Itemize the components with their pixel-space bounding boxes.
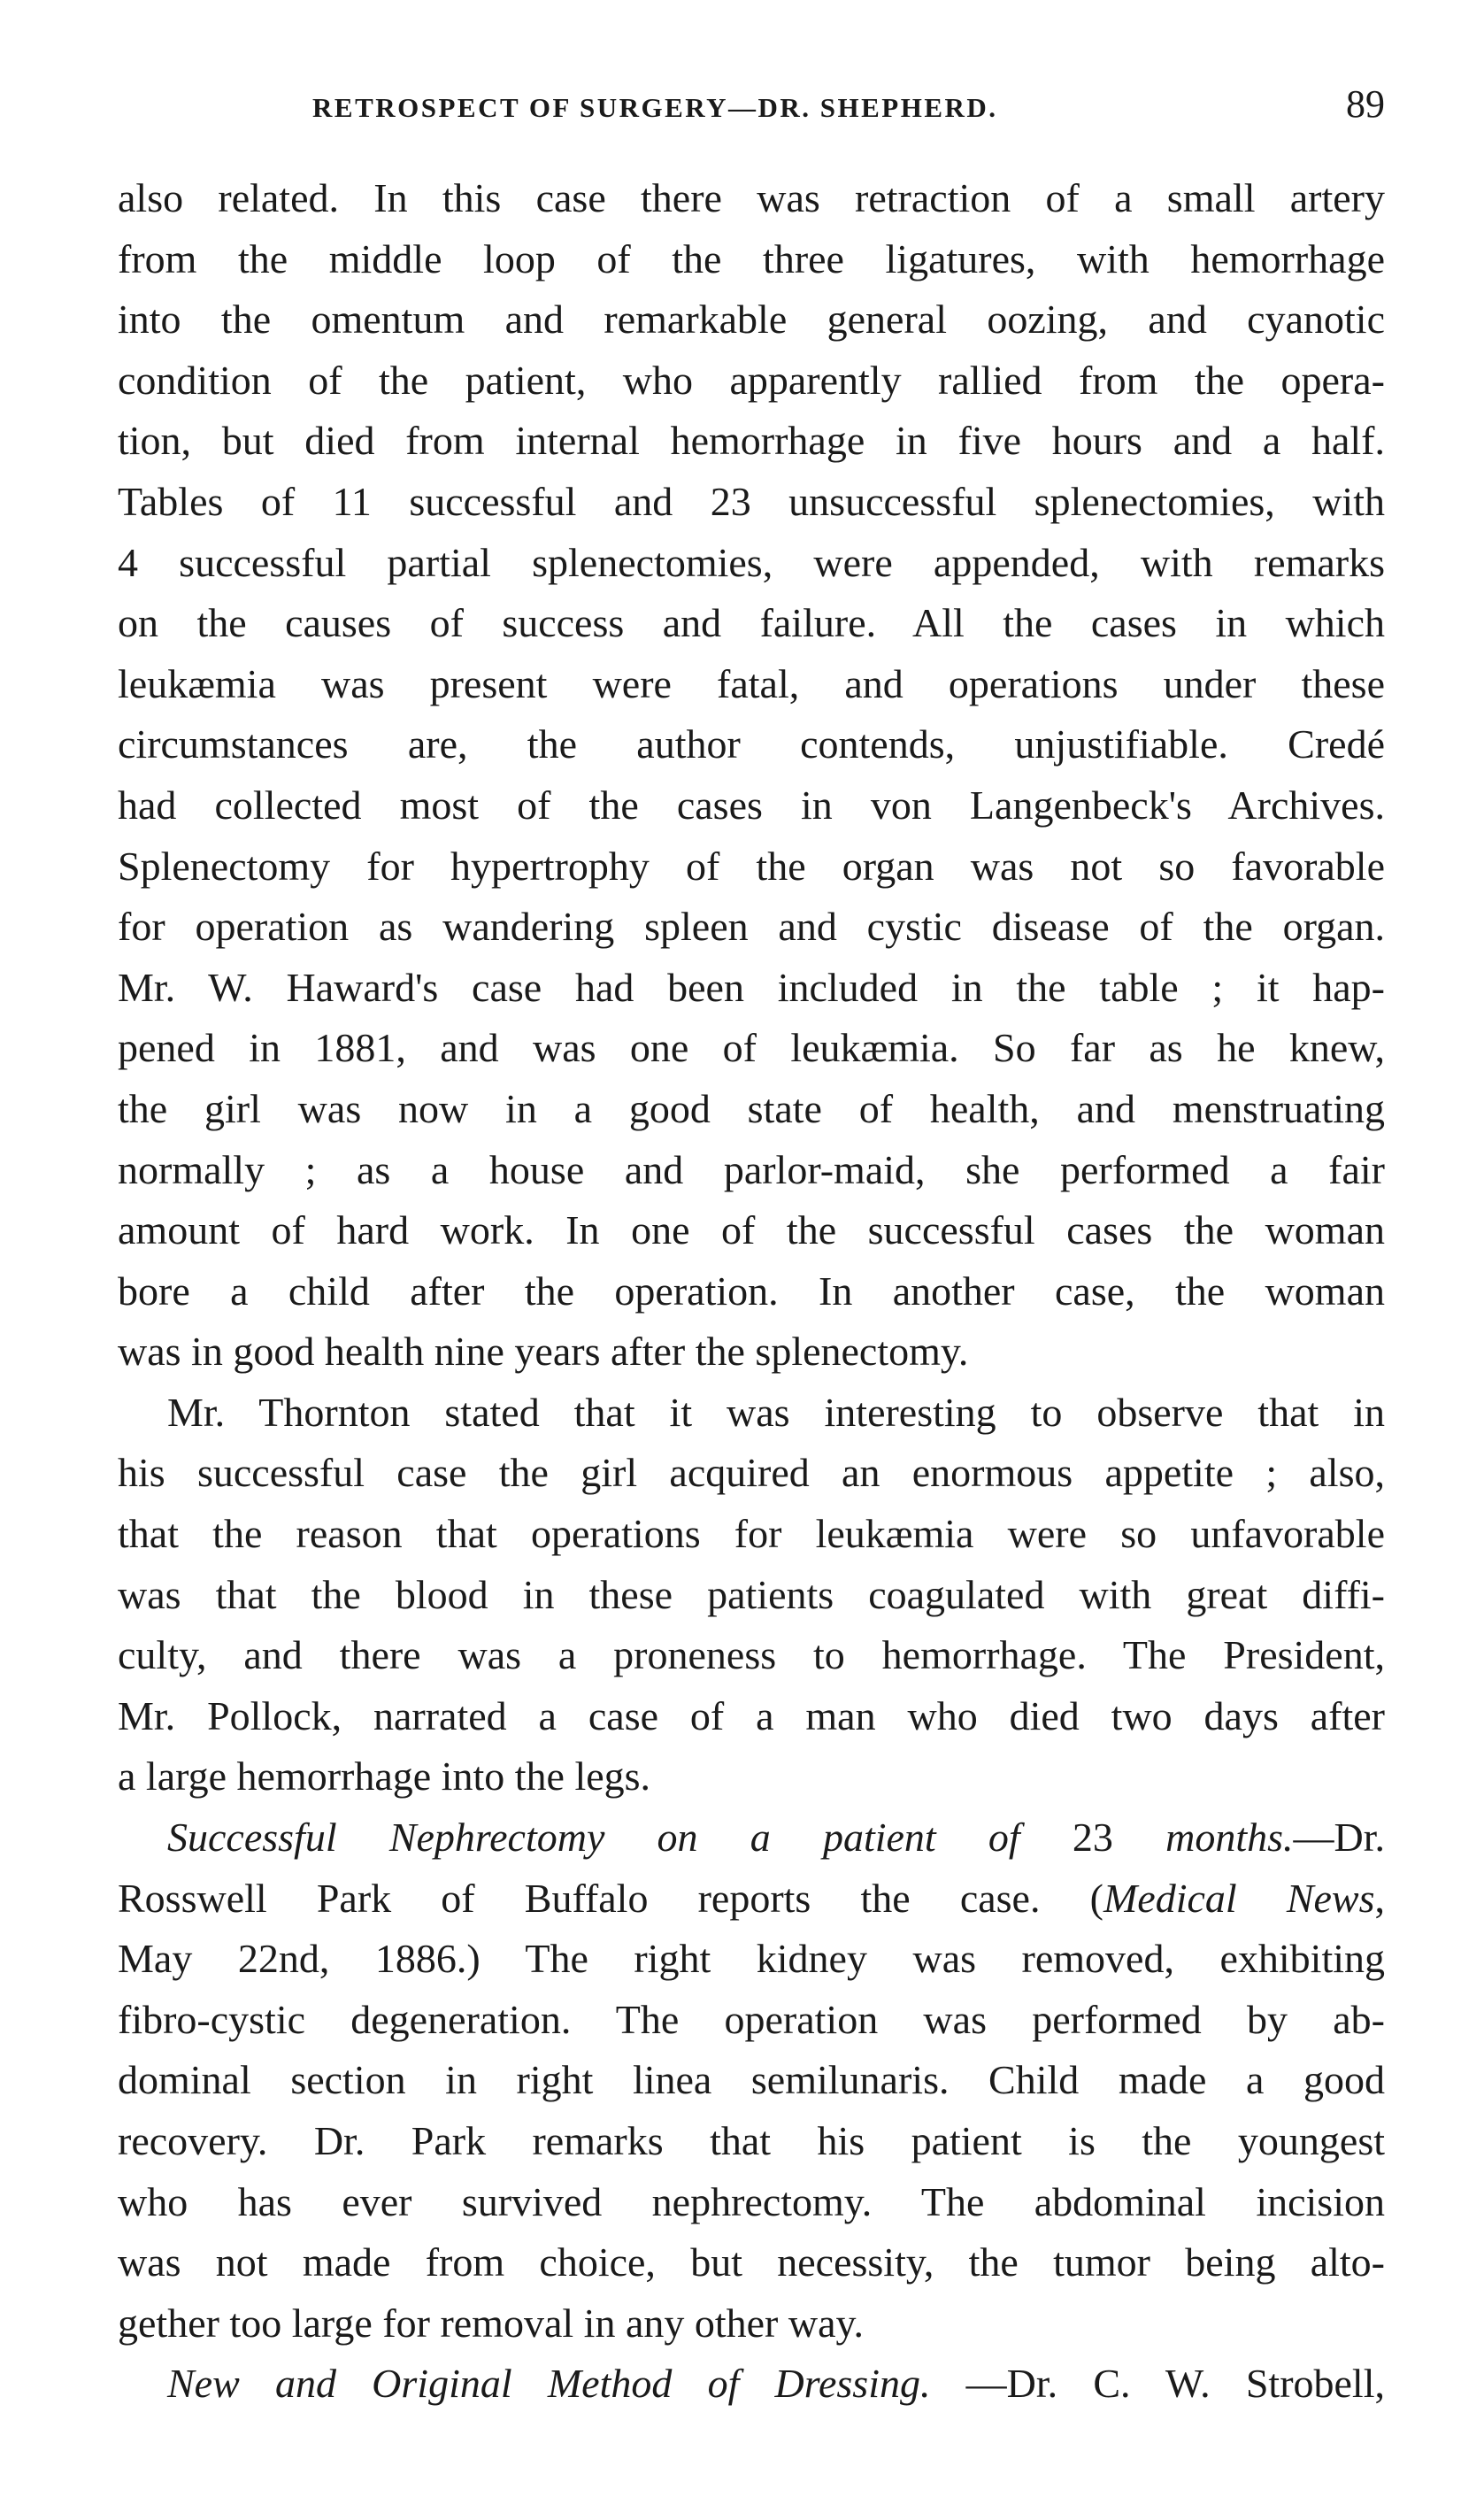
text-line: Mr. Thornton stated that it was interesting to observe that in [167,1389,1385,1435]
text-run: —Dr. [1293,1815,1386,1861]
text-line: was that the blood in these patients coagulated with great diffi- [118,1571,1385,1617]
page-number: 89 [1346,82,1385,126]
text-line: Splenectomy for hypertrophy of the organ was not so favorable [118,843,1385,889]
text-line: culty, and there was a proneness to hemorrhage. The President, [118,1632,1385,1678]
section-heading-line [118,2354,1385,2415]
text-line: fibro-cystic degeneration. The operation was performed by ab- [118,1996,1385,2042]
text-line: 4 successful partial splenectomies, were appended, with remarks [118,539,1385,585]
text-line: May 22nd, 1886.) The right kidney was removed, exhibiting [118,1936,1385,1982]
text-line: a large hemorrhage into the legs. [118,1753,651,1800]
text-line: bore a child after the operation. In another case, the woman [118,1268,1385,1314]
text-line: amount of hard work. In one of the successful cases the woman [118,1207,1385,1253]
text-run: 23 [1019,1815,1166,1861]
text-line: Mr. W. Haward's case had been included in the table ; it hap- [118,964,1385,1010]
italic-run: Medical News [1103,1875,1375,1921]
paragraph-2 [118,1383,1385,1807]
running-head: RETROSPECT OF SURGERY—DR. SHEPHERD. [312,92,998,123]
text-line: from the middle loop of the three ligatures, with hemorrhage [118,235,1385,281]
text-line: had collected most of the cases in von Langenbeck's Archives. [118,782,1385,828]
text-line: his successful case the girl acquired an enormous appetite ; also, [118,1450,1385,1496]
page-header [118,81,1385,135]
text-line: Mr. Pollock, narrated a case of a man who died two days after [118,1692,1385,1738]
section-heading-line [118,1807,1385,1869]
text-run: Rosswell Park of Buffalo reports the case. ( [118,1875,1103,1921]
italic-run: Successful Nephrectomy on a patient of [167,1815,1020,1861]
text-line: circumstances are, the author contends, unjustifiable. Credé [118,721,1385,767]
text-line: that the reason that operations for leukæmia were so unfavorable [118,1511,1385,1557]
paragraph-1 [118,168,1385,1383]
text-line: normally ; as a house and parlor-maid, she performed a fair [118,1146,1385,1192]
body-text [118,168,1385,2415]
text-line: tion, but died from internal hemorrhage in five hours and a half. [118,418,1385,464]
text-line: on the causes of success and failure. All the cases in which [118,600,1385,646]
text-line: into the omentum and remarkable general oozing, and cyanotic [118,297,1385,343]
text-line: the girl was now in a good state of health, and menstruating [118,1085,1385,1131]
text-line: gether too large for removal in any other way. [118,2300,865,2346]
text-line: recovery. Dr. Park remarks that his patient is the youngest [118,2118,1385,2163]
paragraph-4 [118,2354,1385,2415]
text-line: dominal section in right linea semilunaris. Child made a good [118,2057,1385,2103]
text-line [118,1869,1385,1930]
text-line: was not made from choice, but necessity, the tumor being alto- [118,2239,1385,2285]
text-line: Tables of 11 successful and 23 unsuccessful splenectomies, with [118,478,1385,524]
text-line: condition of the patient, who apparently rallied from the opera- [118,357,1385,403]
text-run: —Dr. C. W. Strobell, [930,2361,1385,2407]
italic-run: months. [1165,1815,1294,1861]
text-line: pened in 1881, and was one of leukæmia. So far as he knew, [118,1025,1385,1071]
text-line: also related. In this case there was retraction of a small artery [118,175,1385,220]
text-line: for operation as wandering spleen and cystic disease of the organ. [118,904,1385,950]
text-line: leukæmia was present were fatal, and operations under these [118,660,1385,706]
text-run: , [1374,1875,1385,1921]
paragraph-3 [118,1807,1385,2354]
text-line: who has ever survived nephrectomy. The abdominal incision [118,2178,1385,2224]
text-line: was in good health nine years after the splenectomy. [118,1329,969,1375]
italic-run: New and Original Method of Dressing. [167,2361,931,2407]
